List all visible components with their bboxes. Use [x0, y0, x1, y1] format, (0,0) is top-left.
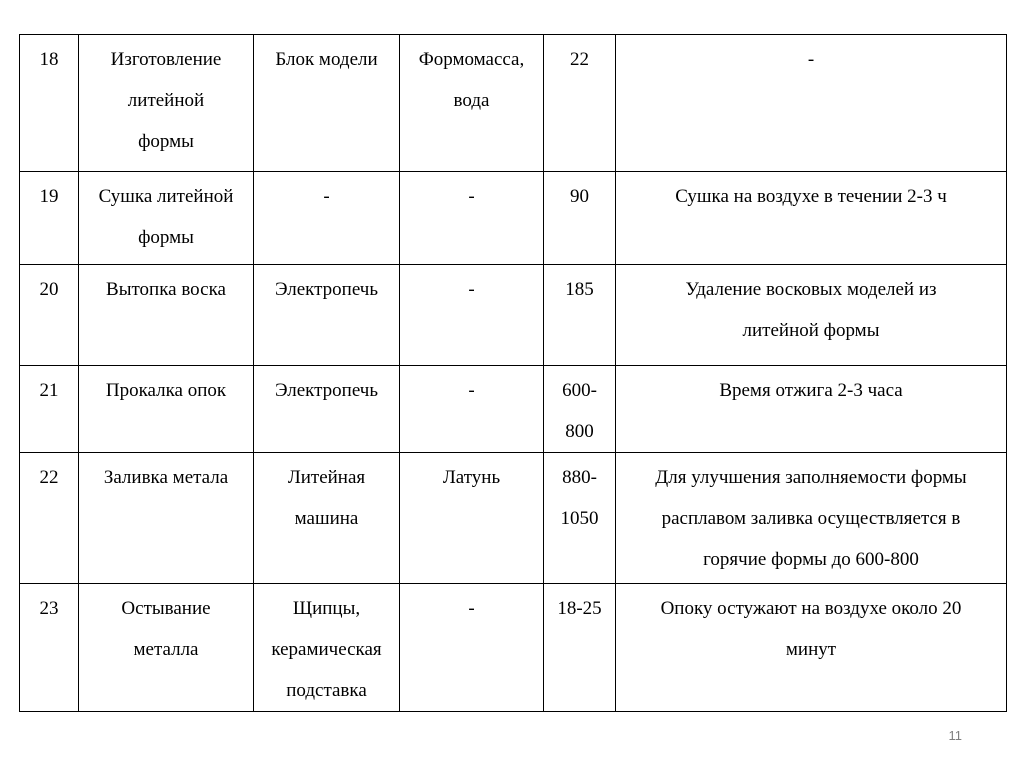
- operation-line: формы: [138, 131, 194, 152]
- equipment-line: Литейная: [287, 467, 366, 488]
- duration-line: 22: [570, 49, 589, 70]
- materials-line: Формомасса,: [418, 49, 525, 70]
- step-number-cell: [20, 366, 79, 453]
- step-number: 20: [39, 279, 59, 300]
- duration-line: 18-25: [557, 598, 602, 619]
- equipment-cell: [254, 35, 400, 172]
- duration-cell: [544, 584, 616, 712]
- table-row: [20, 453, 1007, 584]
- note-line: литейной формы: [742, 320, 880, 341]
- materials-cell: [400, 453, 544, 584]
- equipment-line: Щипцы,: [292, 598, 361, 619]
- duration-line: 1050: [560, 508, 599, 529]
- duration-cell: [544, 35, 616, 172]
- materials-line: вода: [453, 90, 490, 111]
- note-line: Время отжига 2-3 часа: [719, 380, 903, 401]
- step-number-cell: [20, 172, 79, 265]
- note-line: Опоку остужают на воздухе около 20: [660, 598, 962, 619]
- equipment-line: керамическая: [271, 639, 382, 660]
- duration-cell: [544, 265, 616, 366]
- note-line: Сушка на воздухе в течении 2-3 ч: [675, 186, 947, 207]
- materials-cell: [400, 35, 544, 172]
- equipment-line: Электропечь: [274, 380, 379, 401]
- materials-line: Латунь: [442, 467, 501, 488]
- operation-line: формы: [138, 227, 194, 248]
- page-number: 11: [948, 728, 962, 743]
- equipment-line: машина: [294, 508, 359, 529]
- step-number: 22: [39, 467, 59, 488]
- operation-cell: [79, 366, 254, 453]
- operation-cell: [79, 172, 254, 265]
- table-row: [20, 584, 1007, 712]
- note-line: Удаление восковых моделей из: [685, 279, 937, 300]
- step-number-cell: [20, 265, 79, 366]
- duration-line: 90: [570, 186, 589, 207]
- materials-line: -: [468, 380, 475, 401]
- duration-line: 185: [565, 279, 594, 300]
- table-row: [20, 366, 1007, 453]
- equipment-line: подставка: [286, 680, 367, 701]
- equipment-cell: [254, 584, 400, 712]
- table-row: [20, 172, 1007, 265]
- note-line: минут: [785, 639, 837, 660]
- materials-cell: [400, 172, 544, 265]
- table-row: [20, 35, 1007, 172]
- note-cell: [616, 366, 1007, 453]
- equipment-line: Электропечь: [274, 279, 379, 300]
- process-table-body: [20, 35, 1007, 712]
- duration-cell: [544, 172, 616, 265]
- duration-line: 800: [565, 421, 594, 442]
- operation-line: Заливка метала: [103, 467, 229, 488]
- table-row: [20, 265, 1007, 366]
- materials-cell: [400, 366, 544, 453]
- note-line: Для улучшения заполняемости формы: [655, 467, 967, 488]
- materials-line: -: [468, 598, 475, 619]
- note-line: горячие формы до 600-800: [703, 549, 919, 570]
- materials-cell: [400, 584, 544, 712]
- materials-line: -: [468, 279, 475, 300]
- duration-line: 600-: [562, 380, 597, 401]
- equipment-cell: [254, 453, 400, 584]
- operation-line: Остывание: [121, 598, 211, 619]
- process-table: [19, 34, 1007, 712]
- operation-cell: [79, 584, 254, 712]
- note-cell: [616, 453, 1007, 584]
- operation-cell: [79, 265, 254, 366]
- materials-cell: [400, 265, 544, 366]
- note-cell: [616, 35, 1007, 172]
- operation-line: Вытопка воска: [106, 279, 226, 300]
- step-number-cell: [20, 453, 79, 584]
- note-line: -: [807, 49, 815, 70]
- operation-cell: [79, 35, 254, 172]
- operation-line: Прокалка опок: [105, 380, 227, 401]
- operation-cell: [79, 453, 254, 584]
- equipment-line: Блок модели: [275, 49, 378, 70]
- duration-cell: [544, 366, 616, 453]
- step-number: 18: [39, 49, 59, 70]
- operation-line: Сушка литейной: [98, 186, 234, 207]
- equipment-cell: [254, 366, 400, 453]
- process-table-container: [19, 34, 1006, 712]
- step-number-cell: [20, 35, 79, 172]
- equipment-cell: [254, 265, 400, 366]
- step-number: 19: [39, 186, 59, 207]
- duration-cell: [544, 453, 616, 584]
- step-number-cell: [20, 584, 79, 712]
- note-line: расплавом заливка осуществляется в: [661, 508, 961, 529]
- step-number: 21: [39, 380, 59, 401]
- equipment-cell: [254, 172, 400, 265]
- note-cell: [616, 584, 1007, 712]
- duration-line: 880-: [562, 467, 597, 488]
- note-cell: [616, 172, 1007, 265]
- equipment-line: -: [323, 186, 330, 207]
- step-number: 23: [39, 598, 59, 619]
- materials-line: -: [468, 186, 475, 207]
- operation-line: Изготовление: [110, 49, 222, 70]
- operation-line: литейной: [127, 90, 205, 111]
- operation-line: металла: [133, 639, 199, 660]
- note-cell: [616, 265, 1007, 366]
